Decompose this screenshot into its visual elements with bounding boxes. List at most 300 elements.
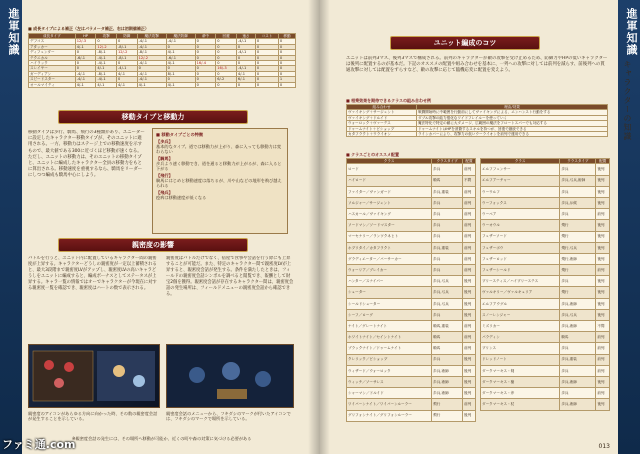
table-cell: 0 xyxy=(255,66,278,71)
table-cell: 後列 xyxy=(596,164,610,175)
table-cell: 1 xyxy=(278,77,295,82)
table-cell: 0 xyxy=(195,50,216,55)
table-cell: 後列 xyxy=(596,376,610,387)
class-header-cell: クラス xyxy=(481,159,560,164)
table-cell: ダークマーキス・剣 xyxy=(481,365,560,376)
table-row xyxy=(347,376,476,387)
page-number: 013 xyxy=(598,443,610,450)
table-cell: 飛行 xyxy=(560,231,596,242)
table-cell: 後列 xyxy=(463,388,476,399)
table-cell: 0 xyxy=(195,71,216,76)
table-cell: 0 xyxy=(278,44,295,49)
table-row xyxy=(481,287,610,298)
table-cell: 前列 xyxy=(463,242,476,253)
recommend-title: ■ クラスごとのオススメ配置 xyxy=(346,152,400,157)
table-cell: 後列 xyxy=(596,298,610,309)
table-cell: 後列 xyxy=(463,365,476,376)
table-cell: 後列 xyxy=(596,220,610,231)
table-cell: 0 xyxy=(116,61,137,66)
class-header-cell: クラス xyxy=(347,159,432,164)
table-cell: 飛行,弓兵 xyxy=(560,242,596,253)
table-cell: ドゥームナイトはHPを消費するスキルを持つが、回復で継続できる xyxy=(417,126,608,131)
table-cell: テクニカル xyxy=(29,55,76,60)
table-cell: -4/-1 xyxy=(137,61,166,66)
table-row xyxy=(481,399,610,410)
right-side-title: 進軍知識 xyxy=(625,8,638,56)
table-cell: 12/-3 xyxy=(75,39,96,44)
table-cell: 歩兵 xyxy=(432,164,463,175)
table-cell: ウィザード／ウォーロック xyxy=(347,365,432,376)
table-cell: 4/-1 xyxy=(166,82,195,87)
table-cell: 魔法特化で特定の敵に大ダメージ、広範囲の魔法をフロートスパーでも対応する xyxy=(417,121,608,126)
table-cell: 0 xyxy=(278,50,295,55)
table-row xyxy=(347,132,608,137)
table-cell: -4/-1 xyxy=(236,66,255,71)
table-row xyxy=(347,399,476,410)
table-cell: 前列 xyxy=(463,332,476,343)
table-cell: 0 xyxy=(278,82,295,87)
table-cell: シューター xyxy=(347,287,432,298)
move-type-name: 【飛行】 xyxy=(156,173,173,178)
table-row xyxy=(29,82,296,87)
table-cell: ソードマン／ソードマスター xyxy=(347,220,432,231)
table-cell: ウーベア xyxy=(481,209,560,220)
table-cell: グラディエーター／バーサーカー xyxy=(347,253,432,264)
table-cell: ブラックナイト／ドゥームナイト xyxy=(347,343,432,354)
caption-2: 親密度会話のメニューから、フキダシのマークが付いたアイコンでは、フキダシのマークで場所を示している。 xyxy=(166,411,291,421)
table-row xyxy=(347,186,476,197)
move-type-name: 【飛兵】 xyxy=(156,190,173,195)
table-row xyxy=(481,265,610,276)
table-cell: 歩兵 xyxy=(432,309,463,320)
table-cell: 前列 xyxy=(463,186,476,197)
table-cell: 4/-1 xyxy=(137,82,166,87)
table-row xyxy=(481,365,610,376)
table-cell: 0 xyxy=(216,82,237,87)
table-cell: 0 xyxy=(255,44,278,49)
table-cell: 4/-1 xyxy=(166,50,195,55)
table-cell: 4/-1 xyxy=(116,82,137,87)
move-type-desc: 騎馬にはじめと移動速度は落ちるが、川や山などの地形を飛び越えられる xyxy=(156,178,282,188)
table-cell: 歩兵,術師 xyxy=(432,376,463,387)
table-cell: 0 xyxy=(195,66,216,71)
table-cell: 戦闘開始時に中範囲を行動前にしてヴァイキングによる、エンハンスト行動をする xyxy=(417,110,608,115)
table-row xyxy=(481,220,610,231)
table-cell: ファイター／ヴァンガード xyxy=(347,186,432,197)
move-type-name: 【騎馬】 xyxy=(156,156,173,161)
table-cell: 12/-2 xyxy=(96,44,117,49)
move-type-desc: 疫病は移動速度が低くなる xyxy=(156,195,207,200)
table-cell: 0 xyxy=(255,50,278,55)
bonus-table-title: ■ 成長タイプによる補正（左はパラメータ補正、右は初期値補正） xyxy=(28,26,149,31)
table-row xyxy=(481,332,610,343)
bonus-header-cell: 回避 xyxy=(216,34,237,39)
table-cell: ウォーリア／ブレイカー xyxy=(347,265,432,276)
intro-text: ユニットは前列3マス、後列3マスで構成される。前列のキャラクターが敵の攻撃を受け止めるため、防御力やHPの低いキャラクターは後列に配置するのが基本だ。下記のオススメの配置や組み合わせを基本に、一列への攻撃に対しては前列を減らす、前後列への貫通攻撃に対しては配置をずらすなど、敵の攻撃に応じて臨機応変に配置を変えよう。 xyxy=(346,56,608,74)
table-row xyxy=(347,287,476,298)
table-cell: 後列 xyxy=(463,410,476,421)
table-cell: 0 xyxy=(137,66,166,71)
table-cell: フェザーロッド xyxy=(481,253,560,264)
table-cell: 歩兵,弓兵 xyxy=(432,276,463,287)
table-cell: 0 xyxy=(255,77,278,82)
table-cell: 0 xyxy=(216,61,237,66)
bonus-header-cell: 魔法攻撃 xyxy=(137,34,166,39)
unit-banner: ユニット編成のコツ xyxy=(390,36,540,50)
footnote: ※親密度会話の発生には、その場所へ移動が可能か、近くの町や森の対策に気づける必要がある xyxy=(72,436,252,441)
move-type-desc: 歩兵より速く移動でき、道を通ると移動力が上がるが、森に入ると下がる xyxy=(156,161,282,171)
table-cell: 後列 xyxy=(596,242,610,253)
table-cell: 歩兵 xyxy=(432,220,463,231)
table-cell: -8/-1 xyxy=(137,50,166,55)
table-cell: 飛行 xyxy=(432,399,463,410)
table-cell: マーセナリー／ランツクネヒト xyxy=(347,231,432,242)
table-row xyxy=(347,164,476,175)
table-cell: 0 xyxy=(216,71,237,76)
table-cell: 歩兵 xyxy=(432,231,463,242)
table-cell: 0 xyxy=(116,39,137,44)
table-row xyxy=(481,253,610,264)
table-row xyxy=(481,388,610,399)
table-cell: ドレッドノート xyxy=(481,354,560,365)
class-table-right xyxy=(480,158,610,411)
table-cell: 0 xyxy=(216,44,237,49)
class-header-cell: 配置 xyxy=(596,159,610,164)
table-cell: 後列 xyxy=(463,298,476,309)
table-cell: 前列 xyxy=(463,164,476,175)
bonus-header-cell: HP xyxy=(75,34,96,39)
table-cell: 後列 xyxy=(596,186,610,197)
table-cell: 歩兵 xyxy=(560,343,596,354)
table-cell: 0 xyxy=(278,71,295,76)
right-side-subtitle: キャラクターの知識 xyxy=(623,60,632,141)
combo-header-cell: 理由/効果 xyxy=(417,105,608,110)
left-side-tab xyxy=(0,0,22,454)
table-cell: スレイヤー xyxy=(29,66,76,71)
table-cell: 0 xyxy=(96,39,117,44)
affinity-screenshot-1 xyxy=(28,344,160,408)
move-banner: 移動タイプと移動力 xyxy=(58,110,248,124)
table-cell: 後列 xyxy=(596,287,610,298)
table-cell: フェザーソード xyxy=(481,231,560,242)
table-cell: -4/-1 xyxy=(137,44,166,49)
table-cell: 飛行,術師 xyxy=(560,253,596,264)
table-cell: 前列 xyxy=(463,399,476,410)
table-cell: ウーウルフ xyxy=(481,186,560,197)
table-cell: ミズリカー xyxy=(481,321,560,332)
table-cell: ガーディアン xyxy=(29,71,76,76)
table-cell: 飛行 xyxy=(560,265,596,276)
table-cell: ハイラック xyxy=(29,61,76,66)
table-row xyxy=(481,354,610,365)
table-cell: スノーレンジャー xyxy=(481,309,560,320)
table-cell: 8/-1 xyxy=(166,71,195,76)
table-cell: 0 xyxy=(255,71,278,76)
table-cell: 歩兵 xyxy=(560,209,596,220)
bonus-header-cell: 命中 xyxy=(195,34,216,39)
table-cell: ソルジャー／サージェント xyxy=(347,197,432,208)
table-cell: 12/-2 xyxy=(116,50,137,55)
table-cell: 後列 xyxy=(463,376,476,387)
table-cell: 前列 xyxy=(463,265,476,276)
table-cell: 歩兵,術師 xyxy=(432,365,463,376)
table-cell: -4/-1 xyxy=(236,39,255,44)
table-cell: 歩兵,弓兵 xyxy=(432,298,463,309)
table-cell: 歩兵,重装 xyxy=(432,242,463,253)
table-cell: 0 xyxy=(278,39,295,44)
table-cell: ハスカール／ヴァイキング xyxy=(347,209,432,220)
affinity-screenshot-2 xyxy=(166,344,294,408)
table-cell: 4/-1 xyxy=(75,44,96,49)
table-cell: ダークマーキス・槍 xyxy=(481,376,560,387)
table-cell: 0 xyxy=(236,55,255,60)
table-cell: 0 xyxy=(236,82,255,87)
table-row xyxy=(481,343,610,354)
table-row xyxy=(481,197,610,208)
table-cell: 0 xyxy=(216,55,237,60)
table-cell: ナイト／グレートナイト xyxy=(347,321,432,332)
table-row xyxy=(481,298,610,309)
table-cell: 騎馬 xyxy=(560,332,596,343)
table-cell: 前列 xyxy=(463,209,476,220)
affinity-text-2: 親密度はバトルだけでなく、宿屋で食事や会話を行う際にも上昇することが可能だ。また、特定のキャラクター間で親密度LVが上昇すると、親密度会話が発生する。条件を満たしたときは、フィールドの親密度会話シンボルを調べると閲覧でき、報酬として財宝2個を獲得。親密度会話が存在するキャラクター間は、親密度会話の発生場所は、フィールドメニューの親密度会話から確認できる。 xyxy=(166,256,294,297)
table-cell: 0 xyxy=(166,66,195,71)
table-row xyxy=(481,276,610,287)
table-cell: ヴァルキリー／ヴァルキュリア xyxy=(481,287,560,298)
table-cell: カタフラクト＋ウライオン xyxy=(347,132,417,137)
table-cell: -6/-1 xyxy=(75,55,96,60)
table-cell: 0 xyxy=(75,61,96,66)
table-cell: 歩兵,斥候 xyxy=(560,197,596,208)
table-cell: 16/-4 xyxy=(195,61,216,66)
table-cell: 歩兵 xyxy=(560,186,596,197)
table-cell: ハイロード xyxy=(347,175,432,186)
table-cell: ディフェンダー xyxy=(29,50,76,55)
table-cell: 0 xyxy=(278,55,295,60)
table-cell: 歩兵 xyxy=(432,197,463,208)
table-cell: -4/-1 xyxy=(96,55,117,60)
table-cell: 0 xyxy=(255,39,278,44)
table-cell: 歩兵 xyxy=(560,365,596,376)
table-row xyxy=(481,376,610,387)
table-cell: ウーオウル xyxy=(481,220,560,231)
table-cell: 0 xyxy=(236,44,255,49)
table-cell: 4/-1 xyxy=(96,66,117,71)
class-header-cell: クラスタイプ xyxy=(560,159,596,164)
move-type-name: 【歩兵】 xyxy=(156,139,173,144)
table-cell: 飛行 xyxy=(432,410,463,421)
table-cell: オールマイティ xyxy=(29,82,76,87)
table-cell: デフコス xyxy=(29,39,76,44)
caption-1: 親密度のアイコンがあらゆる方向に向かった時、その数の親密度会話が発生することを示している。 xyxy=(28,411,158,421)
table-cell: -4/-1 xyxy=(116,66,137,71)
table-cell: 歩兵 xyxy=(432,253,463,264)
table-row xyxy=(347,242,476,253)
table-row xyxy=(347,231,476,242)
table-cell: ホワイトナイト／セイントナイト xyxy=(347,332,432,343)
site-logo: ファミ通.com xyxy=(2,438,76,451)
table-row xyxy=(347,220,476,231)
table-cell: 0 xyxy=(216,39,237,44)
table-cell: 後列 xyxy=(596,175,610,186)
table-cell: 騎馬 xyxy=(432,332,463,343)
table-cell: -4/-1 xyxy=(96,61,117,66)
table-cell: ウォーロック＋ヴァーデス xyxy=(347,121,417,126)
table-cell: 歩兵 xyxy=(560,388,596,399)
table-cell: 歩兵,術師 xyxy=(560,321,596,332)
table-cell: 0 xyxy=(195,77,216,82)
table-cell: 前列 xyxy=(596,354,610,365)
table-row xyxy=(481,321,610,332)
table-cell: 前列 xyxy=(596,388,610,399)
table-cell: 歩兵 xyxy=(432,209,463,220)
table-cell: -4/-1 xyxy=(75,77,96,82)
table-cell: アタッカー xyxy=(29,44,76,49)
bonus-header-cell: 魔法防御 xyxy=(166,34,195,39)
table-cell: フェザーシールド xyxy=(481,265,560,276)
table-cell: 歩兵 xyxy=(432,354,463,365)
screenshot-2-art xyxy=(167,345,293,407)
combo-title: ■ 相乗効果を期待できるクラスの組み合わせ例 xyxy=(346,98,432,103)
table-cell: -4/-1 xyxy=(166,39,195,44)
table-row xyxy=(347,343,476,354)
table-cell: 前列 xyxy=(463,343,476,354)
affinity-text-1: バトルを行うと、ユニット内に配置しているキャラクター間の親密度が上昇する。キャラクターどうしの親密度が一定以上蓄積されると、最大3段階まで親密度LVがアップし、親密度LVの高いキャラどうしをユニットに編成すると、編成ボーナスとしてステータスが上昇する。キャラ一覧の情報ではオーでキャラクターが今現在に対する親密度一覧を確認でき、親密度はハートの数で表示される。 xyxy=(28,256,157,291)
table-row xyxy=(347,276,476,287)
screenshot-1-art xyxy=(29,345,159,407)
table-row xyxy=(347,265,476,276)
table-cell: ドゥームナイト＋ビショップ xyxy=(347,126,417,131)
table-cell: ダークマーキス・杖 xyxy=(481,399,560,410)
table-cell: 前列 xyxy=(463,231,476,242)
table-cell: 後列 xyxy=(463,354,476,365)
table-cell: 0 xyxy=(195,39,216,44)
table-cell: シャーマン／ドルイド xyxy=(347,388,432,399)
table-cell: 4/-1 xyxy=(236,71,255,76)
table-cell: エルフフェンサー xyxy=(481,164,560,175)
table-cell: 0 xyxy=(116,77,137,82)
class-table-left xyxy=(346,158,476,422)
table-cell: 歩兵,術師 xyxy=(560,399,596,410)
table-cell: 騎馬,重装 xyxy=(432,321,463,332)
table-cell: 歩兵,術師 xyxy=(560,298,596,309)
table-cell: プリースティス／ハイプリーステス xyxy=(481,276,560,287)
table-cell: 前列 xyxy=(596,265,610,276)
move-box-title: ■ 移動タイプごとの特徴 xyxy=(156,132,204,137)
table-cell: 不問 xyxy=(596,321,610,332)
table-row xyxy=(481,175,610,186)
table-cell: エルフアーチャー xyxy=(481,175,560,186)
growth-bonus-table xyxy=(28,33,296,88)
table-cell: 歩兵,術師 xyxy=(560,376,596,387)
table-cell: 後列 xyxy=(596,231,610,242)
table-cell: パラディン xyxy=(481,332,560,343)
table-cell: 飛行 xyxy=(560,220,596,231)
table-cell: 歩兵,術師 xyxy=(432,388,463,399)
table-row xyxy=(481,231,610,242)
table-cell: ラインカバーにより、攻撃力の低いウーライオンを前列で運用できる xyxy=(417,132,608,137)
table-cell: 4/-1 xyxy=(75,82,96,87)
table-cell: スピードスター xyxy=(29,77,76,82)
table-cell: ヴァイキング＋サージェント xyxy=(347,110,417,115)
table-cell: -8/-1 xyxy=(116,55,137,60)
table-cell: -6/-1 xyxy=(166,55,195,60)
table-row xyxy=(481,242,610,253)
table-cell: ウィッチ／ソーサレス xyxy=(347,376,432,387)
table-cell: 後列 xyxy=(596,399,610,410)
table-cell: 0 xyxy=(75,66,96,71)
table-cell: 歩兵 xyxy=(560,164,596,175)
table-cell: 騎馬 xyxy=(432,175,463,186)
move-type-box xyxy=(152,128,288,234)
table-cell: ハンター／スナイパー xyxy=(347,276,432,287)
move-type-list xyxy=(156,139,284,200)
table-cell: 12/-2 xyxy=(137,55,166,60)
bonus-header-cell: コスト xyxy=(255,34,278,39)
table-cell: 歩兵,重装 xyxy=(560,354,596,365)
table-cell: 0 xyxy=(166,44,195,49)
table-cell: 後列 xyxy=(596,309,610,320)
table-cell: ワイバーンナイト／ワイバーンルーラー xyxy=(347,399,432,410)
table-cell: 飛行 xyxy=(560,287,596,298)
table-cell: ダブル攻撃の能力強化なワイドフレイルーを使っていく xyxy=(417,115,608,120)
table-cell: 4/-1 xyxy=(116,71,137,76)
table-cell: 歩兵,弓兵 xyxy=(432,287,463,298)
table-cell: 歩兵,弓兵 xyxy=(560,309,596,320)
table-cell: 後列 xyxy=(596,253,610,264)
table-cell: 前列 xyxy=(463,197,476,208)
table-cell: -4/-1 xyxy=(96,77,117,82)
table-cell: 4/-1 xyxy=(96,82,117,87)
table-cell: -8/-1 xyxy=(96,71,117,76)
table-cell: シーフ／ローグ xyxy=(347,309,432,320)
table-row xyxy=(481,164,610,175)
right-page xyxy=(320,0,640,454)
table-cell: 4/-1 xyxy=(166,61,195,66)
table-cell: 前列 xyxy=(596,365,610,376)
table-row xyxy=(347,209,476,220)
table-cell: -4/-1 xyxy=(137,71,166,76)
table-row xyxy=(481,309,610,320)
combo-table xyxy=(346,104,608,137)
table-cell: 0 xyxy=(255,82,278,87)
move-text: 移動タイプは歩行、騎馬、飛行の3種類があり、ユニーダーに設定したキャラクター移動タイプが、そのユニットに適用される。一方、移動力はステージ上での移動速度を示すもので、最大値である300に近づくほど移動が速くなる。ただし、ユニットの移動力は、そのユニットの移動タイプと、ユニットに編成したキャラクター全員の移動力をもとに算出される。移動速度を重視するなら、騎馬をリーダーにしつつ編成も騎馬中心にしよう。 xyxy=(28,130,145,179)
bonus-header-cell: 攻撃 xyxy=(96,34,117,39)
table-row xyxy=(347,197,476,208)
class-header-cell: 配置 xyxy=(463,159,476,164)
table-cell: クレリック／ビショップ xyxy=(347,354,432,365)
table-cell: ヴァイキング＋ドルイド xyxy=(347,115,417,120)
table-cell: 0 xyxy=(236,61,255,66)
bonus-header-cell: 防御 xyxy=(116,34,137,39)
table-cell: グリフォンナイト／グリフォンルーラー xyxy=(347,410,432,421)
table-cell: 0 xyxy=(255,55,278,60)
table-cell: 前列 xyxy=(463,253,476,264)
table-cell: シールドシューター xyxy=(347,298,432,309)
table-row xyxy=(481,209,610,220)
table-cell: 後列 xyxy=(463,276,476,287)
table-cell: 後列 xyxy=(596,197,610,208)
combo-header-cell: 組み合わせ xyxy=(347,105,417,110)
table-cell: ダークマーキス・斧 xyxy=(481,388,560,399)
table-cell: 前列 xyxy=(596,209,610,220)
table-cell: エルフアウグル xyxy=(481,298,560,309)
bonus-header-cell: 移動 xyxy=(278,34,295,39)
table-cell: 不問 xyxy=(463,175,476,186)
table-cell: 騎馬 xyxy=(432,343,463,354)
table-cell: -4/-1 xyxy=(137,39,166,44)
table-cell: 後列 xyxy=(463,309,476,320)
